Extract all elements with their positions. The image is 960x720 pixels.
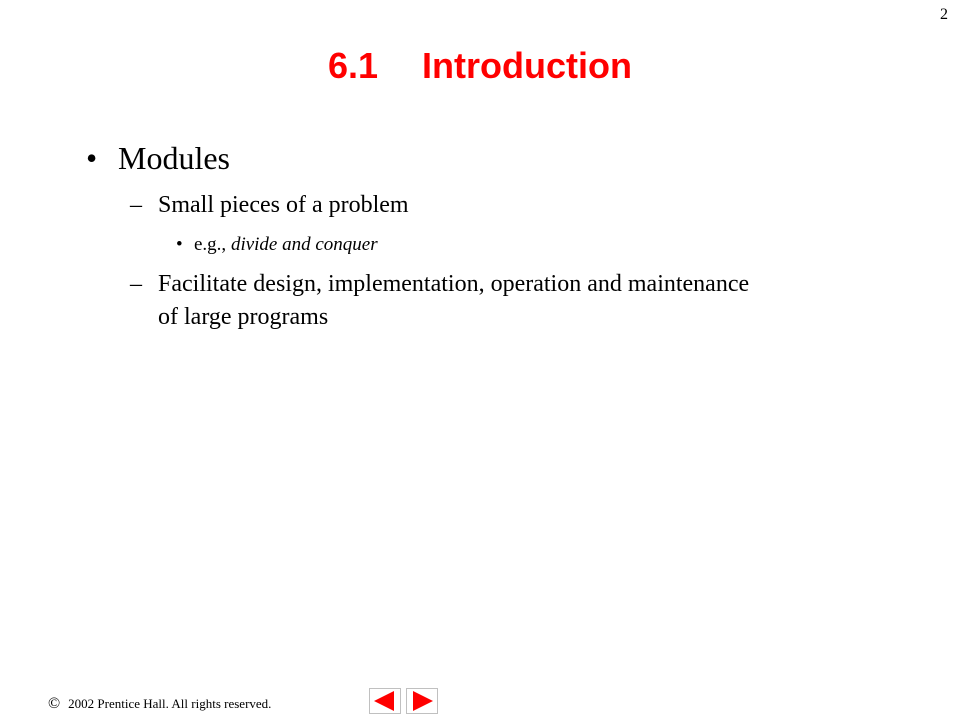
sub-bullet-small-pieces <box>130 189 750 222</box>
sub-bullet-facilitate <box>130 268 750 334</box>
copyright-icon: © <box>48 695 61 712</box>
slide-title <box>0 40 960 92</box>
dash-marker: – <box>130 271 142 297</box>
bullet-modules <box>86 136 230 180</box>
slide-number: 2 <box>940 6 948 23</box>
slide-title-number: 6.1 <box>328 45 379 86</box>
footer-text: 2002 Prentice Hall. All rights reserved. <box>68 696 272 711</box>
dash-marker: – <box>130 192 142 218</box>
sub-bullet-text: Small pieces of a problem <box>158 192 409 218</box>
sub-sub-bullet-example <box>176 232 378 258</box>
bullet-text: Modules <box>118 140 230 176</box>
previous-slide-button[interactable] <box>369 688 401 714</box>
example-prefix: e.g., <box>194 234 231 255</box>
left-arrow-icon <box>370 689 400 713</box>
slide-title-text: Introduction <box>422 45 632 86</box>
sub-bullet-text: Facilitate design, implementation, operation and maintenance of large programs <box>158 271 750 330</box>
bullet-marker: • <box>86 140 98 176</box>
bullet-marker: • <box>176 234 183 255</box>
example-italic: divide and conquer <box>230 234 378 255</box>
right-arrow-icon <box>407 689 437 713</box>
footer-copyright <box>48 694 271 714</box>
next-slide-button[interactable] <box>406 688 438 714</box>
